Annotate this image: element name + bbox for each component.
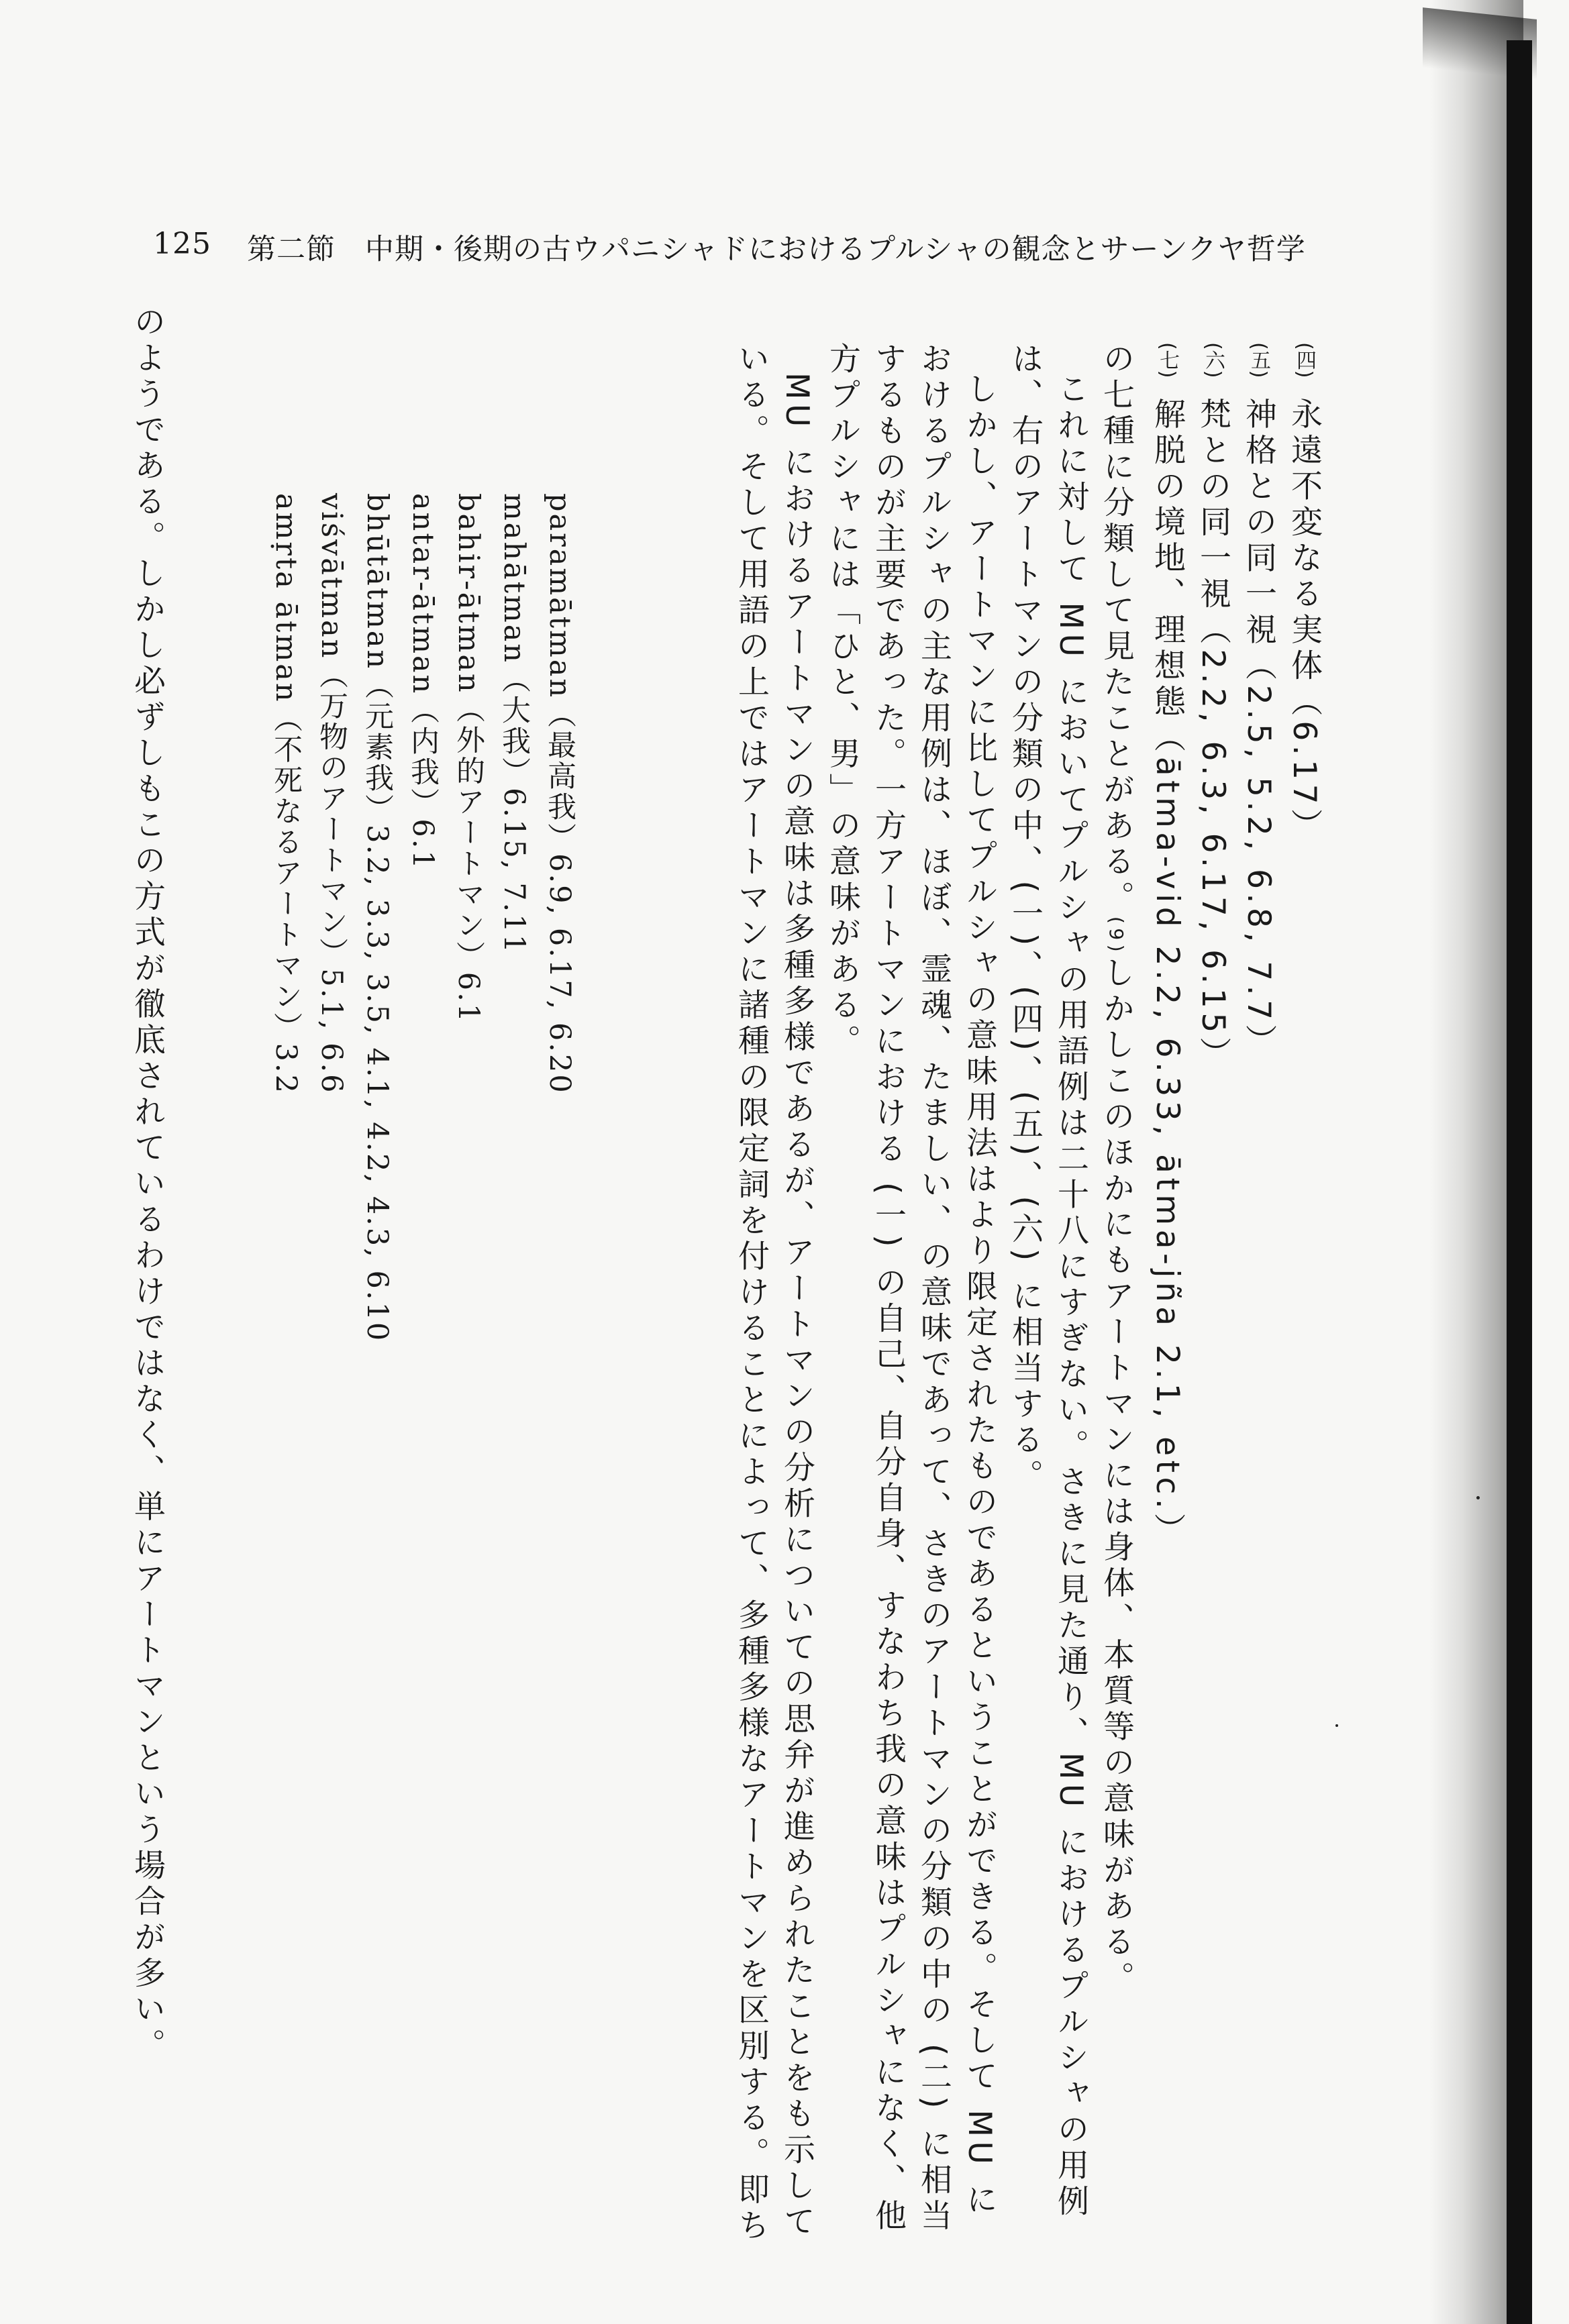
term-visvatman: viśvātman（万物のアートマン）5.1, 6.6 [315,493,348,1095]
body-line-6: するものが主要であった。一方アートマンにおける (一) の自己、自分自身、すなわち我の意味はプルシャになく、他 [870,342,907,2235]
body-line-2: これに対して MU においてプルシャの用語例は二十八にすぎない。さきに見た通り、MU におけるプルシャの用例 [1052,372,1089,2221]
body-line-5: おけるプルシャの主な用例は、ほぼ、霊魂、たましい、の意味であって、さきのアートマンの分類の中の (二) に相当 [915,342,952,2235]
body-line-4: しかし、アートマンに比してプルシャの意味用法はより限定されたものであるということができる。そして MU に [961,372,998,2219]
term-paramatman: paramātman（最高我）6.9, 6.17, 6.20 [543,493,576,1095]
scan-speck [1476,1496,1480,1499]
closing-line: のようである。しかし必ずしもこの方式が徹底されているわけではなく、単にアートマンという場合が多い。 [129,305,166,2064]
body-line-1: の七種に分類して見たことがある。(9)しかしこのほかにもアートマンには身体、本質等の意味がある。 [1098,342,1135,1997]
scan-speck [1335,1724,1338,1727]
list-item-5: (五) 神格との同一視（2.5, 5.2, 6.8, 7.7） [1240,342,1277,1060]
body-line-9: いる。そして用語の上ではアートマンに諸種の限定詞を付けることによって、多種多様なアートマンを区別する。即ち [733,342,770,2245]
term-bhutatman: bhūtātman（元素我）3.2, 3.3, 3.5, 4.1, 4.2, 4.3, 6.10 [360,493,394,1343]
scan-edge-bar [1507,40,1532,2324]
body-line-3: は、右のアートマンの分類の中、(一)、(四)、(五)、(六) に相当する。 [1007,342,1044,1495]
body-line-7: 方プルシャには「ひと、男」の意味がある。 [824,342,861,1060]
term-amrta-atman: amṛta ātman（不死なるアートマン）3.2 [269,493,303,1095]
chapter-title: 第二節 中期・後期の古ウパニシャドにおけるプルシャの観念とサーンクヤ哲学 [247,233,1306,266]
term-mahatman: mahātman（大我）6.15, 7.11 [497,493,531,955]
list-item-4: (四) 永遠不変なる実体（6.17） [1286,342,1323,845]
footnote-marker: (9) [1105,916,1127,957]
running-header [153,227,1361,267]
term-bahir-atman: bahir-ātman（外的アートマン）6.1 [452,493,485,1024]
list-item-6: (六) 梵との同一視（2.2, 6.3, 6.17, 6.15） [1195,342,1231,1073]
term-antar-atman: antar-ātman（内我）6.1 [406,493,440,871]
page-number: 125 [153,227,211,261]
list-item-7: (七) 解脱の境地、理想態（ātma-vid 2.2, 6.33, ātma-jña 2.1, etc.） [1149,342,1186,1549]
body-line-8: MU におけるアートマンの意味は多種多様であるが、アートマンの分析についての思弁が進められたことをも示して [778,372,815,2241]
